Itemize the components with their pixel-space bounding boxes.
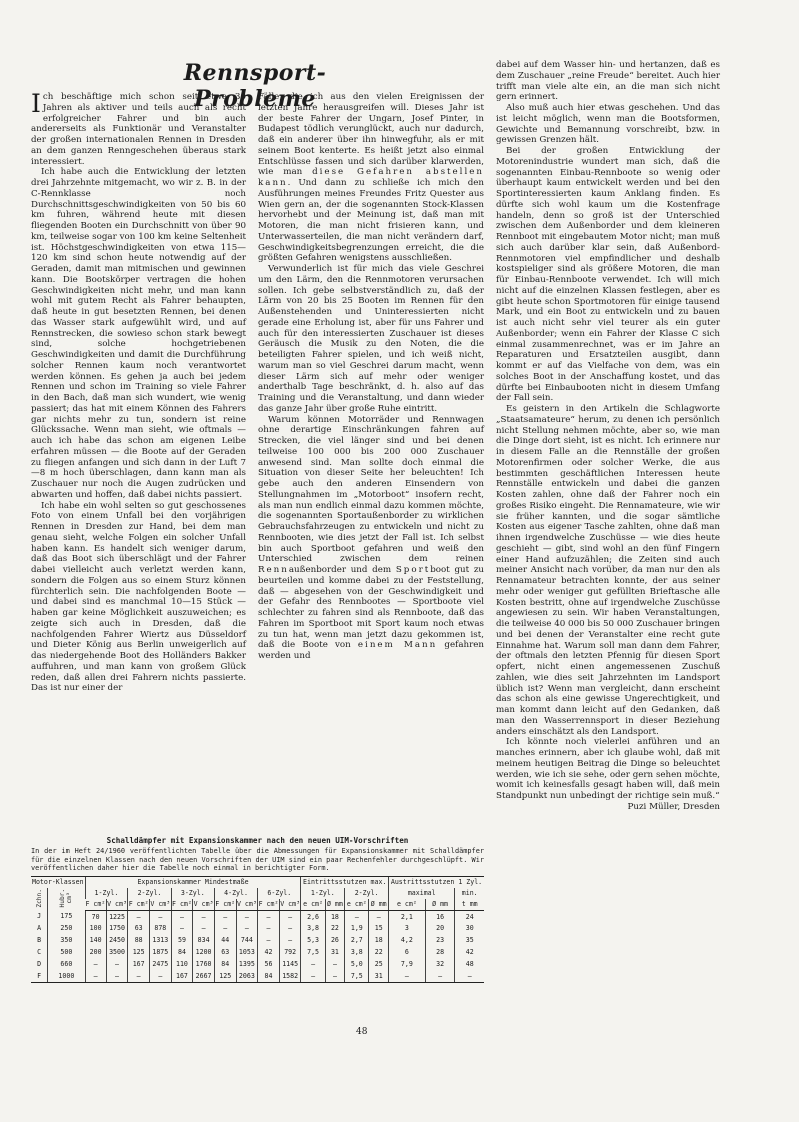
unit-header: V cm³: [107, 900, 127, 909]
table-cell: —: [279, 923, 301, 935]
table-cell: 250: [48, 923, 85, 935]
unit-header: Ø mm: [425, 899, 455, 911]
header-zyl: 2-Zyl.: [128, 888, 171, 899]
page-number: 48: [356, 1027, 368, 1037]
table-cell: 3: [389, 923, 426, 935]
header-zyl: 2-Zyl.: [345, 888, 389, 899]
table-cell: 31: [369, 970, 389, 982]
table-cell: 7,5: [345, 970, 369, 982]
paragraph: Warum können Motorräder und Rennwagen ohne derartige Einschränkungen fahren auf Strecken, die viel länger sind und bei denen teilweise 100 000 bis 200 000 Zuschauer anwesend sind. Man sollte doch einmal die Situation von dieser Seite her beleuchten! Ich gebe auch den anderen Einsendern von Stellungnahmen im „Motorboot“ insofern recht, als man nun endlich einmal dazu kommen möchte, die sogenannten Sportaußenborder zu wirklichen Gebrauchsfahrzeugen zu entwickeln und nicht zu Rennbooten, wie dies jetzt der Fall ist. Ich selbst bin auch Sportboot gefahren und weiß den Unterschied zwischen dem reinen Rennaußenborder und dem Sportboot gut zu beurteilen und komme dabei zu der Feststellung, daß — abgesehen von der Geschwindigkeit und der Gefahr des Rennbootes — Sportboote viel schlechter zu fahren sind als Rennboote, daß das Fahren im Sportboot mit Sport kaum noch etwas zu tun hat, wenn man jetzt dazu gekommen ist, daß die Boote von einem Mann gefahren werden und: [258, 414, 484, 661]
table-cell: 125: [128, 946, 150, 958]
table-cell: 1395: [236, 958, 258, 970]
table-cell: 35: [455, 934, 484, 946]
table-cell: 32: [425, 958, 455, 970]
paragraph: Also muß auch hier etwas geschehen. Und das ist leicht möglich, wenn man die Bootsformen, Gewichte und Bemannung vorschreibt, bzw. in gewissen Grenzen hält.: [496, 103, 720, 146]
table-cell: 167: [171, 970, 193, 982]
paragraph: Ich beschäftige mich schon seit etwa 30 Jahren als aktiver und teils auch als recht erfolgreicher Fahrer und bin auch andererseits als Funktionär und Veranstalter der großen internationalen Rennen in Dresden an dem ganzen Renngeschehen überaus stark interessiert.: [31, 89, 246, 167]
table-cell: 5,3: [301, 934, 325, 946]
table-cell: —: [301, 970, 325, 982]
table-cell: —: [325, 958, 345, 970]
table-cell: 22: [325, 923, 345, 935]
table-cell: 1875: [149, 946, 171, 958]
table-cell: 42: [258, 946, 280, 958]
table-cell: 834: [193, 934, 215, 946]
unit-header: V cm³: [193, 900, 214, 909]
table-cell: 2475: [149, 958, 171, 970]
table-row: [31, 958, 484, 970]
header-austritt: Austrittsstutzen 1 Zyl.: [389, 876, 484, 888]
table-cell: 1053: [236, 946, 258, 958]
table-intro: In der im Heft 24/1960 veröffentlichten Tabelle über die Abmessungen für Expansionskammer mit Schalldämpfer für die einzelnen Klassen nach den neuen Vorschriften der UIM sind ein paar Rechenfehler durchgeschlüpft. Wir veröffentlichen daher hier die Tabelle noch einmal in berichtigter Form.: [31, 847, 484, 873]
table-cell: 3,8: [301, 923, 325, 935]
unit-header: e cm²: [389, 899, 426, 911]
table-cell: 63: [128, 923, 150, 935]
header-maximal: maximal: [389, 888, 455, 899]
table-cell: —: [85, 958, 106, 970]
header-min: min.: [455, 888, 484, 899]
table-cell: 2063: [236, 970, 258, 982]
table-cell: 6: [389, 946, 426, 958]
muffler-table: [31, 876, 484, 983]
table-cell: 1145: [279, 958, 301, 970]
table-cell: 42: [455, 946, 484, 958]
table-cell: 2450: [106, 934, 128, 946]
table-cell: 1582: [279, 970, 301, 982]
table-cell: 792: [279, 946, 301, 958]
table-cell: 7,9: [389, 958, 426, 970]
table-row: [31, 910, 484, 922]
header-klassen: Motor-Klassen: [31, 878, 84, 887]
unit-header: e cm²: [301, 899, 325, 911]
table-cell: 140: [85, 934, 106, 946]
table-cell: 1760: [193, 958, 215, 970]
column-2: [258, 92, 484, 662]
table-cell: 24: [455, 910, 484, 922]
header-eintritt: Eintrittsstutzen max.: [301, 876, 389, 888]
table-cell: —: [369, 910, 389, 922]
table-cell: 878: [149, 923, 171, 935]
table-cell: J: [37, 912, 42, 921]
table-cell: 7,5: [301, 946, 325, 958]
table-cell: 1,9: [345, 923, 369, 935]
table-cell: 44: [214, 934, 236, 946]
table-cell: B: [37, 936, 42, 945]
paragraph: Bei der großen Entwicklung der Motorenindustrie wundert man sich, daß die sogenannten Einbau-Rennboote so wenig oder überhaupt kaum entwickelt werden und bei den Sportinteressierten kaum Anklang finden. Es dürfte sich wohl kaum um die Kostenfrage handeln, denn so groß ist der Unterschied zwischen dem Außenborder und dem kleineren Rennboot mit eingebautem Motor nicht; man muß sich auch darüber klar sein, daß Außenbord-Rennmotoren viel empfindlicher und deshalb kostspieliger sind als größere Motoren, die man für Einbau-Rennboote verwendet. Ich will mich nicht auf die einzelnen Klassen festlegen, aber es gibt heute schon Sportmotoren für einige tausend Mark, und ein Boot zu entwickeln und zu bauen ist auch nicht sehr viel teurer als ein guter Außenborder; wenn ein Fahrer der Klasse C sich einmal zusammenrechnet, was er im Jahre an Reparaturen und Ersatzteilen ausgibt, dann kommt er auf das Vielfache von dem, was ein solches Boot in der Anschaffung kostet, und das dürfte bei Einbaubooten nicht in diesem Umfang der Fall sein.: [496, 146, 720, 404]
table-cell: 350: [48, 934, 85, 946]
table-cell: —: [149, 970, 171, 982]
table-row: [31, 934, 484, 946]
table-cell: 25: [369, 958, 389, 970]
paragraph: Ich habe ein wohl selten so gut geschossenes Foto von einem Unfall bei den vorjährigen Rennen in Dresden zur Hand, bei dem man genau sieht, welche Folgen ein solcher Unfall haben kann. Es handelt sich weniger darum, daß das Boot sich überschlägt und der Fahrer dabei vielleicht auch verletzt werden kann, sondern die Folgen aus so einem Sturz können fürchterlich sein. Die nachfolgenden Boote — und dabei sind es manchmal 10—15 Stück — haben gar keine Möglichkeit auszuweichen; es zeigte sich auch in Dresden, daß die nachfolgenden Fahrer Wiertz aus Düsseldorf und Dieter König aus Berlin unweigerlich auf das niedergehende Boot des Holländers Bakker auffuhren, und man kann von großem Glück reden, daß allen drei Fahrern nichts passierte. Das ist nur einer der: [31, 500, 246, 694]
table-cell: 31: [325, 946, 345, 958]
unit-header: V cm³: [236, 900, 257, 909]
paragraph: Ich habe auch die Entwicklung der letzten drei Jahrzehnte mitgemacht, wo wir z. B. in der C-Rennklasse noch Durchschnittsgeschwindigkeiten von 50 bis 60 km fuhren, während heute mit diesen fliegenden Booten ein Durchschnitt von über 90 km, teilweise sogar von 100 km keine Seltenheit ist. Höchstgeschwindigkeiten von etwa 115—120 km sind schon heute notwendig auf der Geraden, damit man mitmischen und gewinnen kann. Die Bootskörper vertragen die hohen Geschwindigkeiten nicht mehr, und man kann wohl mit gutem Recht als Fahrer behaupten, daß heute in gut besetzten Rennen, bei denen das Wasser stark aufgewühlt wird, und auf Rennstrecken, die sowieso schon stark bewegt sind, solche hochgetriebenen Geschwindigkeiten und damit die Durchführung solcher Rennen kaum noch verantwortet werden können. Es gehen ja auch bei jedem Rennen und schon im Training so viele Fahrer in den Bach, daß man sich wundert, wie wenig passiert; das hat mit einem Können des Fahrers gar nichts mehr zu tun, sondern ist reine Glückssache. Wenn man sieht, wie oftmals — auch ich habe das schon am eigenen Leibe erfahren müssen — die Boote auf der Geraden zu fliegen anfangen und sich dann in der Luft 7—8 m hoch überschlagen, dann kann man als Zuschauer nur noch die Augen zudrücken und abwarten und hoffen, daß dabei nichts passiert.: [31, 167, 246, 500]
spaced-text: diese Gefahren abstellen kann: [258, 167, 484, 188]
table-cell: —: [149, 910, 171, 922]
table-cell: —: [389, 970, 426, 982]
table-cell: 16: [425, 910, 455, 922]
table-cell: 167: [128, 958, 150, 970]
table-cell: 2,7: [345, 934, 369, 946]
table-cell: 30: [455, 923, 484, 935]
table-cell: 1750: [106, 923, 128, 935]
unit-header: Ø mm: [370, 900, 387, 909]
unit-header: V cm³: [150, 900, 171, 909]
unit-header: F cm²: [215, 900, 236, 909]
table-cell: —: [214, 910, 236, 922]
table-row: [31, 946, 484, 958]
header-zyl: 1-Zyl.: [85, 888, 128, 899]
column-1: [31, 89, 246, 694]
table-cell: 500: [48, 946, 85, 958]
table-cell: —: [193, 923, 215, 935]
header-zyl: 1-Zyl.: [301, 888, 345, 899]
table-cell: —: [236, 910, 258, 922]
table-cell: D: [37, 959, 42, 968]
column-3: [496, 60, 720, 813]
table-cell: 84: [214, 958, 236, 970]
table-row: [31, 970, 484, 982]
unit-header: Ø mm: [326, 900, 343, 909]
table-cell: A: [37, 924, 42, 933]
table-cell: 22: [369, 946, 389, 958]
table-cell: —: [171, 910, 193, 922]
unit-header: V cm³: [280, 900, 301, 909]
table-cell: —: [325, 970, 345, 982]
table-cell: 660: [48, 958, 85, 970]
author-signature: Puzi Müller, Dresden: [627, 801, 720, 812]
table-cell: —: [214, 923, 236, 935]
table-cell: 100: [85, 923, 106, 935]
paragraph: dabei auf dem Wasser hin- und hertanzen, daß es dem Zuschauer „reine Freude“ bereitet. Auch hier trifft man viele alte ein, an die man sich nicht gern erinnert.: [496, 60, 720, 103]
table-cell: 3,8: [345, 946, 369, 958]
table-cell: 84: [258, 970, 280, 982]
table-cell: 59: [171, 934, 193, 946]
table-cell: —: [106, 970, 128, 982]
table-row: [31, 923, 484, 935]
table-cell: 1200: [193, 946, 215, 958]
header-zyl: 4-Zyl.: [214, 888, 257, 899]
table-cell: 70: [85, 910, 106, 922]
table-cell: —: [128, 910, 150, 922]
table-cell: —: [258, 910, 280, 922]
table-cell: 1000: [48, 970, 85, 982]
table-cell: 88: [128, 934, 150, 946]
unit-header: e cm²: [345, 899, 369, 911]
table-cell: —: [279, 934, 301, 946]
header-zchn: Zchn.: [35, 888, 43, 908]
table-cell: 20: [425, 923, 455, 935]
table-caption: Schalldämpfer mit Expansionskammer nach den neuen UIM-Vorschriften: [106, 836, 409, 845]
table-cell: —: [85, 970, 106, 982]
table-cell: —: [193, 910, 215, 922]
table-cell: 744: [236, 934, 258, 946]
table-cell: 2,6: [301, 910, 325, 922]
table-cell: —: [258, 923, 280, 935]
table-cell: 2,1: [389, 910, 426, 922]
table-cell: 3500: [106, 946, 128, 958]
table-cell: 84: [171, 946, 193, 958]
table-cell: —: [236, 923, 258, 935]
table-cell: 125: [214, 970, 236, 982]
table-cell: 1313: [149, 934, 171, 946]
table-cell: —: [345, 910, 369, 922]
table-cell: 28: [425, 946, 455, 958]
header-hubraum: Hubr. cm³: [48, 888, 85, 911]
table-section: [31, 836, 484, 983]
paragraph: Es geistern in den Artikeln die Schlagworte „Staatsamateure“ herum, zu denen ich persönlich nicht Stellung nehmen möchte, aber so, wie man die Dinge dort sieht, ist es nicht. Ich erinnere nur in diesem Falle an die Rennställe der großen Motorenfirmen oder solcher Werke, die aus bestimmten geschäftlichen Interessen heute Rennställe entwickeln und dabei die ganzen Kosten zahlen, ohne daß der Fahrer noch ein großes Risiko eingeht. Die Rennamateure, wie wir sie früher kannten, und die sogar sämtliche Kosten aus eigener Tasche zahlten, ohne daß man ihnen irgendwelche Zuschüsse — wie dies heute geschieht — gibt, sind wohl an den fünf Fingern einer Hand aufzuzählen; die Zeiten sind auch meiner Ansicht nach vorüber, da man nur den als Rennamateur betrachten konnte, der aus seiner mehr oder weniger gut gefüllten Brieftasche alle Kosten bestritt, ohne auf irgendwelche Zuschüsse angewiesen zu sein. Wir haben Veranstaltungen, die teilweise 40 000 bis 50 000 Zuschauer bringen und bei denen der Veranstalter eine recht gute Einnahme hat. Warum soll man dann dem Fahrer, der oftmals den letzten Pfennig für diesen Sport opfert, nicht einen angemessenen Zuschuß zahlen, wie dies seit Jahrzehnten im Landsport üblich ist? Wenn man vergleicht, dann erscheint das schon als eine gewisse Ungerechtigkeit, und man kommt dann leicht auf den Gedanken, daß man den Wasserrennsport in dieser Beziehung anders einschätzt als den Landsport.: [496, 404, 720, 737]
unit-header: F cm²: [172, 900, 192, 909]
unit-header: F cm²: [258, 900, 279, 909]
unit-header: t mm: [455, 899, 484, 911]
table-cell: 63: [214, 946, 236, 958]
table-cell: 5,0: [345, 958, 369, 970]
paragraph: Verwunderlich ist für mich das viele Geschrei um den Lärm, den die Rennmotoren verursachen sollen. Ich gebe selbstverständlich zu, daß der Lärm von 20 bis 25 Booten im Rennen für den Außenstehenden und Uninteressierten nicht gerade eine Erholung ist, aber für uns Fahrer und auch für den interessierten Zuschauer ist dieses Geräusch die Musik zu den Noten, die die beteiligten Fahrer spielen, und ich weiß nicht, warum man so viel Geschrei darum macht, wenn dieser Lärm sich auf mehr oder weniger anderthalb Tage beschränkt, d. h. also auf das Training und die Veranstaltung, und dann wieder das ganze Jahr über große Ruhe eintritt.: [258, 264, 484, 414]
header-zyl: 3-Zyl.: [171, 888, 214, 899]
table-cell: 1225: [106, 910, 128, 922]
table-cell: 175: [48, 910, 85, 922]
table-cell: 4,2: [389, 934, 426, 946]
table-cell: —: [425, 970, 455, 982]
table-cell: 15: [369, 923, 389, 935]
table-cell: 48: [455, 958, 484, 970]
unit-header: F cm²: [85, 900, 106, 909]
table-cell: 18: [325, 910, 345, 922]
table-cell: —: [106, 958, 128, 970]
header-zyl: 6-Zyl.: [258, 888, 301, 899]
table-cell: —: [455, 970, 484, 982]
table-cell: —: [128, 970, 150, 982]
header-expansion: Expansionskammer Mindestmaße: [85, 876, 301, 888]
paragraph: Fälle, die ich aus den vielen Ereignissen der letzten Jahre herausgreifen will. Dieses Jahr ist der beste Fahrer der Ungarn, Josef Pinter, in Budapest tödlich verunglückt, auch nur dadurch, daß ein anderer über ihn hinwegfuhr, als er mit seinem Boot kenterte. Es heißt jetzt also einmal Entschlüsse fassen und sich darüber klarwerden, wie man diese Gefahren abstellen kann. Und dann zu schließe ich mich den Ausführungen meines Freundes Fritz Quester aus Wien gern an, der die sogenannten Stock-Klassen hervorhebt und der Meinung ist, daß man mit Motoren, die man nicht frisieren kann, und Unterwasserteilen, die man nicht verändern darf, Geschwindigkeitsbegrenzungen erreicht, die die größten Gefahren wenigstens ausschließen.: [258, 92, 484, 264]
table-cell: 23: [425, 934, 455, 946]
table-cell: C: [37, 948, 42, 957]
paragraph: Ich könnte noch vielerlei anführen und an manches erinnern, aber ich glaube wohl, daß mit meinem heutigen Beitrag die Dinge so beleuchtet werden, wie ich sie sehe, oder gern sehen möchte, womit ich keinesfalls gesagt haben will, daß mein Standpunkt nun unbedingt der richtige sein muß.“: [496, 737, 720, 801]
table-cell: 2667: [193, 970, 215, 982]
table-cell: F: [31, 970, 48, 982]
table-cell: 26: [325, 934, 345, 946]
table-cell: —: [171, 923, 193, 935]
unit-header: F cm²: [128, 900, 149, 909]
table-cell: —: [279, 910, 301, 922]
table-cell: 56: [258, 958, 280, 970]
table-cell: —: [258, 934, 280, 946]
table-cell: —: [301, 958, 325, 970]
table-cell: 200: [85, 946, 106, 958]
table-cell: 18: [369, 934, 389, 946]
drop-cap: I: [31, 89, 41, 118]
table-cell: 110: [171, 958, 193, 970]
article-title: Rennsport-Probleme: [183, 60, 327, 112]
